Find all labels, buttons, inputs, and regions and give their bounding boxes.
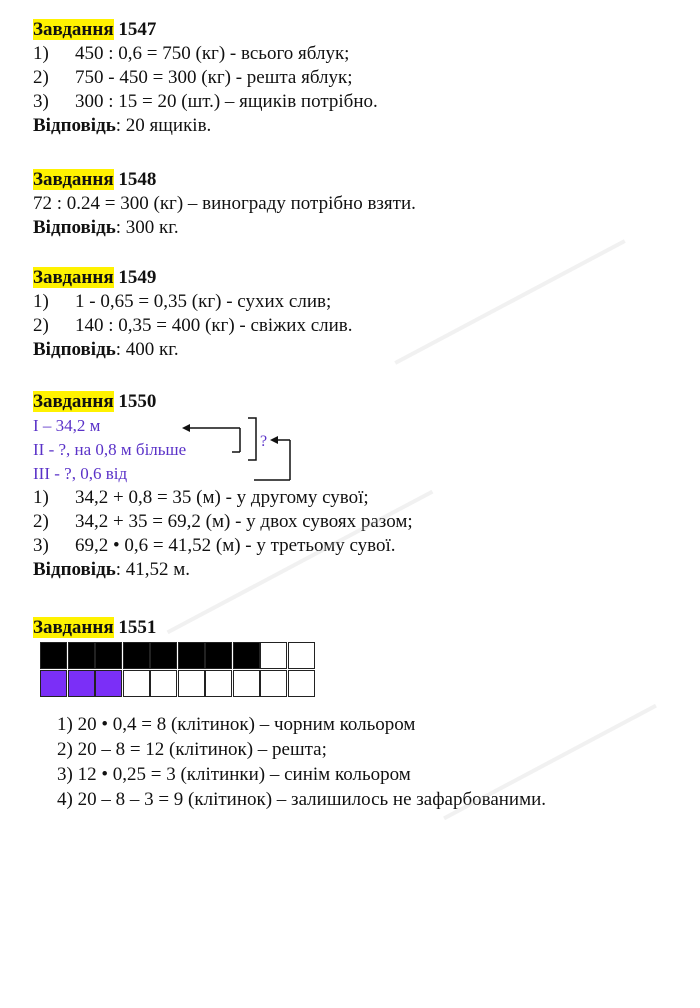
grid-cell: [178, 642, 205, 669]
short-note-line: ІІ - ?, на 0,8 м більше: [33, 440, 187, 459]
question-mark: ?: [260, 433, 268, 450]
short-note-line: І – 34,2 м: [33, 416, 101, 435]
solution-line: 1) 450 : 0,6 = 750 (кг) - всього яблук;: [33, 43, 350, 64]
grid-cell: [288, 642, 315, 669]
solution-line: 72 : 0.24 = 300 (кг) – винограду потрібно взяти.: [33, 193, 416, 214]
solution-line: 2) 750 - 450 = 300 (кг) - решта яблук;: [33, 67, 353, 88]
task-title-word: Завдання: [33, 617, 114, 638]
task-title-number: 1548: [118, 169, 157, 190]
solution-line: 4) 20 – 8 – 3 = 9 (клітинок) – залишилось не зафарбованими.: [57, 789, 547, 810]
task-1551-steps: [57, 712, 546, 812]
task-title-word: Завдання: [33, 391, 114, 412]
grid-cell: [150, 642, 177, 669]
grid-cell: [123, 670, 150, 697]
solution-line: 1) 34,2 + 0,8 = 35 (м) - у другому сувої;: [33, 487, 369, 508]
task-title-number: 1547: [118, 19, 157, 40]
grid-cell: [178, 670, 205, 697]
task-title: [33, 616, 156, 640]
solution-line: 2) 34,2 + 35 = 69,2 (м) - у двох сувоях разом;: [33, 511, 413, 532]
grid-cell: [260, 670, 287, 697]
task-title-number: 1550: [118, 391, 157, 412]
short-note-line: ІІІ - ?, 0,6 від: [33, 464, 128, 483]
answer-line: Відповідь: 300 кг.: [33, 217, 179, 238]
grid-cell: [205, 670, 232, 697]
grid-cell: [123, 642, 150, 669]
grid-cell: [40, 670, 67, 697]
solution-line: 3) 69,2 • 0,6 = 41,52 (м) - у третьому сувої.: [33, 535, 396, 556]
arrow-head-icon: [270, 436, 278, 444]
solution-line: 3) 12 • 0,25 = 3 (клітинки) – синім кольором: [57, 764, 411, 785]
task-title-word: Завдання: [33, 267, 114, 288]
grid-cell: [40, 642, 67, 669]
grid-cell: [205, 642, 232, 669]
task-title-word: Завдання: [33, 19, 114, 40]
answer-line: Відповідь: 20 ящиків.: [33, 115, 212, 136]
task-title-word: Завдання: [33, 169, 114, 190]
task-title-number: 1549: [118, 267, 157, 288]
task-title-number: 1551: [118, 617, 157, 638]
solution-line: 1) 1 - 0,65 = 0,35 (кг) - сухих слив;: [33, 291, 332, 312]
grid-cell: [260, 642, 287, 669]
grid-cell: [233, 670, 260, 697]
grid-cell: [95, 670, 122, 697]
grid-cell: [288, 670, 315, 697]
arrow-head-icon: [182, 424, 190, 432]
solution-line: 1) 20 • 0,4 = 8 (клітинок) – чорним кольором: [57, 714, 416, 735]
answer-line: Відповідь: 41,52 м.: [33, 559, 191, 580]
solution-line: 2) 20 – 8 = 12 (клітинок) – решта;: [57, 739, 327, 760]
task-1551: [33, 616, 156, 640]
solution-line: 2) 140 : 0,35 = 400 (кг) - свіжих слив.: [33, 315, 353, 336]
solution-line: 3) 300 : 15 = 20 (шт.) – ящиків потрібно.: [33, 91, 378, 112]
grid-cell: [68, 670, 95, 697]
grid-cell: [233, 642, 260, 669]
grid-cell: [95, 642, 122, 669]
grid-cell: [68, 642, 95, 669]
grid-cell: [150, 670, 177, 697]
answer-line: Відповідь: 400 кг.: [33, 339, 179, 360]
brace-icon: [248, 418, 256, 460]
